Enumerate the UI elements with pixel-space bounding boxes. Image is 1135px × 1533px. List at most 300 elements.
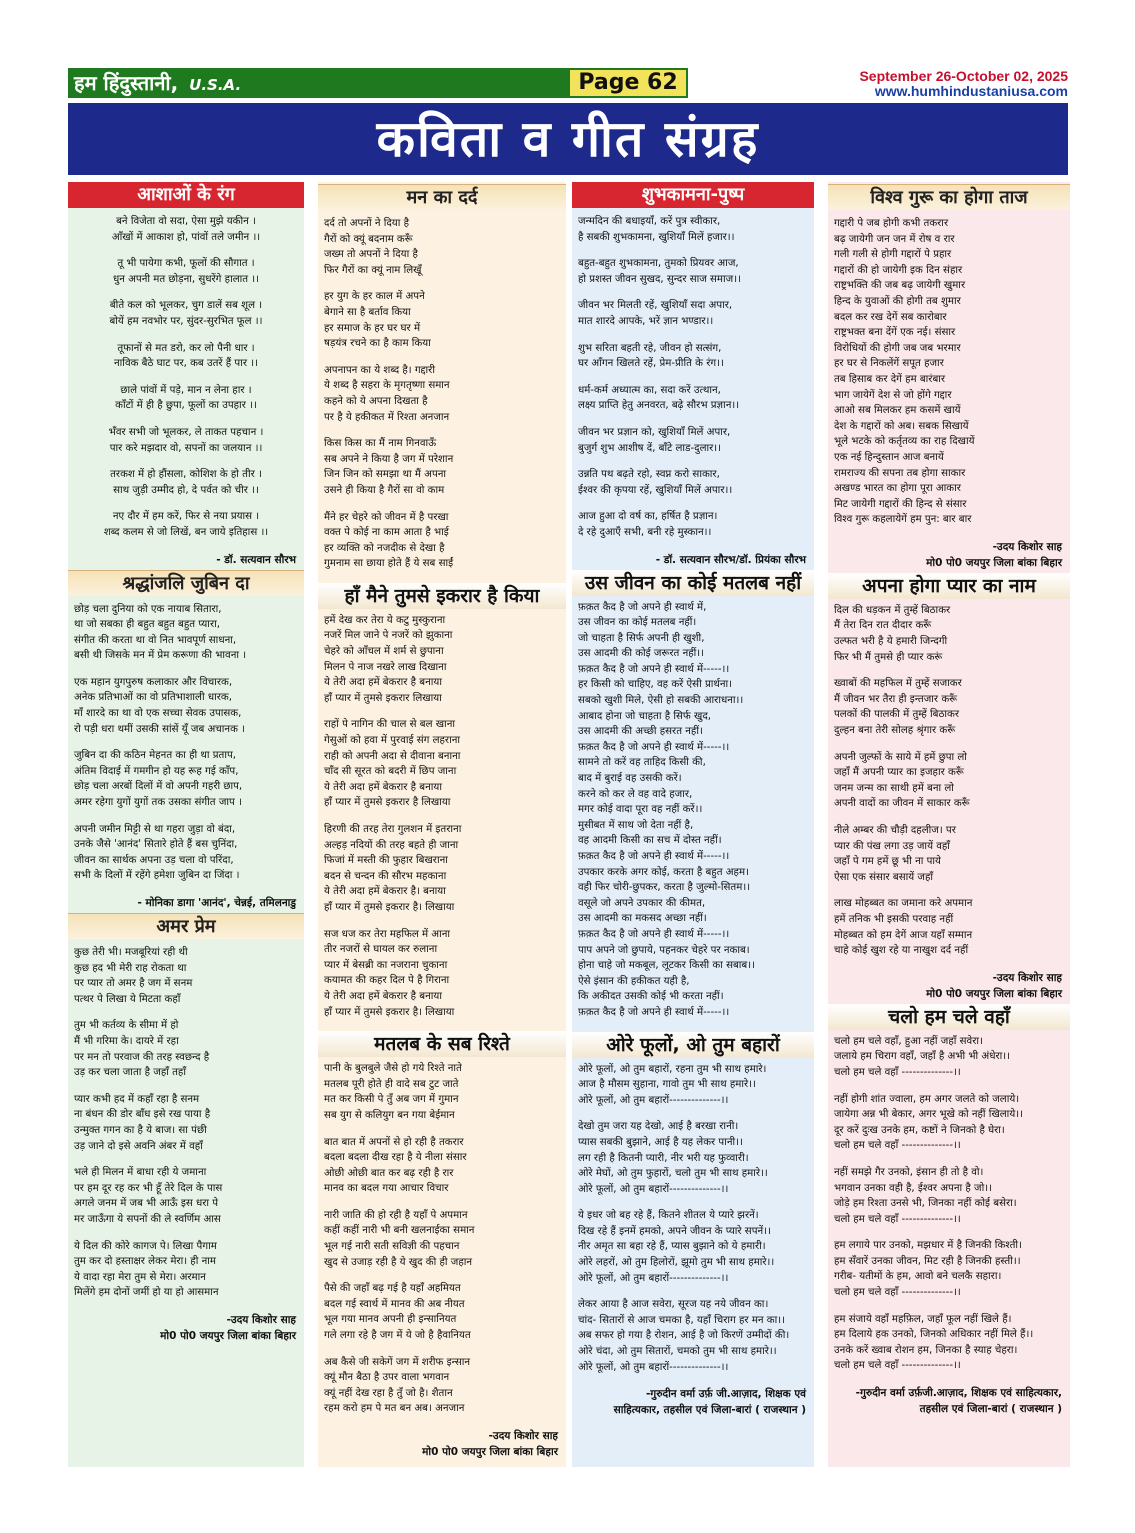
poem-line: मत कर किसी पे तुँ अब जग में गुमान <box>324 1094 459 1106</box>
poem-stanza <box>74 298 298 329</box>
poem-line: दिख रहे हैं इनमें हमको, अपने जीवन के प्यारे सपनें।। <box>578 1225 771 1237</box>
poem-line: माँ शारदे का था वो एक सच्चा सेवक उपासक, <box>74 708 242 720</box>
poem-line: छोड़ चला दुनिया को एक नायाब सितारा, <box>74 603 222 615</box>
poem-line: उन्नति पथ बढ़ते रहो, स्वप्न करो साकार, <box>578 469 720 481</box>
poem-line: हो प्रशस्त जीवन सुखद, सुन्दर साज समाज।। <box>578 273 741 285</box>
poem-stanza <box>74 509 298 540</box>
poem-line: फिर गैरों का क्यूं नाम लिखूँ <box>324 264 422 276</box>
poem-stanza <box>74 383 298 414</box>
poem-line: जन्मदिन की बधाइयाँ, करें पुत्र स्वीकार, <box>578 216 721 227</box>
poem-line: बदला बदला दीख रहा है ये नीला संसार <box>324 1152 467 1164</box>
poem-line: उस जीवन का कोई मतलब नहीं। <box>578 617 697 629</box>
poem-line: होना चाहे जो मकबूल, लूटकर किसी का सबाब।। <box>578 960 755 972</box>
poem-line: चलो हम चले वहाँ --------------।। <box>834 1140 961 1152</box>
page-number: Page 62 <box>568 68 688 98</box>
column-1 <box>68 182 304 1467</box>
poem-line: बाद में बुराई वह उसकी करें। <box>578 773 682 785</box>
poem-line: भाग जायेगें देश से जो होंगे गद्दार <box>834 389 952 401</box>
poem-stanza <box>324 1135 560 1197</box>
poem-line: तीर नजरों से घायल कर रुलाना <box>324 944 438 956</box>
poem-line: मर जाऊँगा ये सपनों की ले स्वर्णिम आस <box>74 1213 221 1225</box>
poem-line: ये तेरी अदा हमें बेकरार है बनाया <box>324 677 442 689</box>
poem-body <box>68 945 304 1301</box>
poem-stanza <box>324 363 560 425</box>
poem-line: सब युग से कलियुग बन गया बेईमान <box>324 1109 455 1121</box>
poem-line: हिरणी की तरह तेरा गुलशन में इतराना <box>324 824 462 835</box>
poem-line: आँखों में आकाश हो, पांवों तले जमीन ।। <box>111 231 261 243</box>
poem-stanza <box>324 927 560 1021</box>
poem-line: उस आदमी का मकसद अच्छा नहीं। <box>578 913 707 925</box>
poem-title: विश्व गुरू का होगा ताज <box>828 184 1070 210</box>
poem-line: कयामत की कहर दिल पे है गिराना <box>324 975 450 987</box>
poem-line: फ़क़त कैद है जो अपने ही स्वार्थ में-----।। <box>578 741 730 753</box>
poem-line: सबको खुशी मिले, ऐसी हो सबकी आराधना।। <box>578 695 744 707</box>
poem-line: हम सँवारें उनका जीवन, मिट रही है जिनकी हस्ती।। <box>834 1255 1021 1267</box>
poem-line: नहीं समझे गैर उनको, इंसान ही तो है वो। <box>834 1166 984 1178</box>
poem-line: पैसे की जहाँ बढ़ गई है यहाँ अहमियत <box>324 1283 461 1295</box>
poem-line: धुन अपनी मत छोड़ना, सुधरेंगे हालात ।। <box>112 273 260 285</box>
poem-line: ओरे फूलों, ओ तुम बहारों--------------।। <box>578 1361 729 1373</box>
poem-line: पार करे मझदार वो, सपनों का जलयान ।। <box>109 442 263 454</box>
poem-line: भूल गई नारी सती सविज्ञी की पहचान <box>324 1241 460 1253</box>
poem-stanza <box>74 256 298 287</box>
poem-stanza <box>834 1238 1064 1300</box>
poem-line: हमें तनिक भी इसकी परवाह नहीं <box>834 913 954 925</box>
poem-line: पानी के बुलबुले जैसे हो गये रिश्ते नाते <box>324 1063 462 1075</box>
poem-stanza <box>324 1355 560 1417</box>
poem-line: उड़ कर चला जाता है जहाँ तहाँ <box>74 1067 186 1079</box>
poem-line: सभी के दिलों में रहेंगे हमेशा जुबिन दा जिंदा । <box>74 870 240 882</box>
poem-line: ओरे लहरों, ओ तुम हिलोरों, झूमो तुम भी साथ हमारे।। <box>578 1257 775 1269</box>
poem-line: अंतिम विदाई में गमगीन हो यह रूह गई काँप, <box>74 765 239 777</box>
poem-stanza <box>578 600 808 1021</box>
poem-line: वह आदमी किसी का सच में दोस्त नहीं। <box>578 835 722 847</box>
poem-stanza <box>834 1092 1064 1154</box>
poem-stanza <box>324 1281 560 1343</box>
poem-line: जुबिन दा की कठिन मेहनत का ही था प्रताप, <box>74 750 237 762</box>
poem-line: मात शारदे आपके, भरें ज्ञान भण्डार।। <box>578 315 714 327</box>
poem-line: मैं जीवन भर तैरा ही इन्तजार करूँ <box>834 693 958 705</box>
poem-line: सज धज कर तेरा महफिल में आना <box>324 928 451 940</box>
poem-line: नीर अमृत सा बहा रहे हैं, प्यास बुझाने को ये हमारी। <box>578 1241 766 1253</box>
poem-line: अपनी जमीन मिट्टी से था गहरा जुड़ा वो बंदा, <box>74 823 236 835</box>
poem-line: तरकश में हो हौंसला, कोशिश के हो तीर । <box>110 469 262 481</box>
poem-line: अब सफर हो गया है रोशन, आई है जो किरणें उम्मीदों की। <box>578 1330 790 1342</box>
poem-line: नजरें मिल जाने पे नजरें को झुकाना <box>324 630 453 642</box>
poem-title: आशाओं के रंग <box>68 182 304 208</box>
poem-line: जीवन भर मिलती रहें, खुशियाँ सदा अपार, <box>578 300 733 312</box>
poem-line: था जो सबका ही बहुत बहुत बहुत प्यारा, <box>74 619 220 631</box>
poem-line: हम संजाये वहाँ महफ़िल, जहाँ फूल नहीं खिले हैं। <box>834 1313 1012 1325</box>
poem-line: किस किस का मैं नाम गिनवाऊँ <box>324 438 437 450</box>
poem-author: -उदय किशोर साह <box>226 1313 296 1326</box>
poem-line: ये दिल की कोरे कागज पे। लिखा पैगाम <box>74 1240 217 1252</box>
poem-author-address: तहसील एवं जिला-बारां ( राजस्थान ) <box>919 1403 1062 1416</box>
poem-line: गले लगा रहे है जग में ये जो है हैवानियत <box>324 1330 471 1342</box>
poem-line: प्यार की पंख लगा उड़ जायें वहाँ <box>834 840 950 852</box>
poem-line: खुद से उजाड़ रही है ये खुद की ही जहान <box>324 1256 473 1268</box>
poem-line: नीले अम्बर की चौड़ी दहलीज। पर <box>834 825 956 836</box>
poem-line: भगवान उनका वही है, ईश्वर अपना है जो।। <box>834 1182 992 1194</box>
poem-line: भूल गया मानव अपनी ही इन्सानियत <box>324 1314 457 1326</box>
poem-line: बदन से चन्दन की सौरभ महकाना <box>324 870 447 882</box>
poem-line: आज है मौसम सुहाना, गावो तुम भी साथ हमारे।। <box>578 1079 756 1091</box>
poem-author: - डॉ. सत्यवान सौरभ <box>216 553 296 566</box>
poem-line: फ़क़त कैद है जो अपने ही स्वार्थ में, <box>578 601 707 613</box>
poem-line: मोहब्बत को हम देगें आज यहाँ सम्मान <box>834 929 973 941</box>
poem-stanza <box>74 945 298 1007</box>
poem-line: चलो हम चले वहाँ --------------।। <box>834 1066 961 1078</box>
poem-line: जलाये हम चिराग वहाँ, जहाँ है अभी भी अंधेरा।। <box>834 1051 1010 1063</box>
poem-line: गरीब- यतीमों के हम, आवो बने चलकै सहारा। <box>834 1271 1002 1283</box>
poem-line: लक्ष्य प्राप्ति हेतु अनवरत, बढ़े सौरभ प्रज्ञान।। <box>578 400 740 412</box>
poem-line: तब हिसाब कर देगें हम बारंबार <box>834 373 946 385</box>
poem-line: मैं भी गरिमा के। दायरे में रहा <box>74 1035 179 1047</box>
poem-stanza <box>324 613 560 707</box>
poem-line: ओरे फूलों, ओ तुम बहारों, रहना तुम भी साथ हमारे। <box>578 1063 767 1075</box>
poem-line: कुछ तेरी भी। मजबूरियां रही थी <box>74 947 188 958</box>
poem-line: रहम करो हम पे मत बन अब। अनजान <box>324 1403 465 1415</box>
poem-line: ओछी ओछी बात कर बढ़ रही है रार <box>324 1167 454 1179</box>
issue-date: September 26-October 02, 2025 <box>859 68 1068 84</box>
poem-line: बीते कल को भूलकर, चुग डालें सब शूल । <box>109 300 263 312</box>
poem-line: काँटों में ही है छुपा, फूलों का उपहार ।। <box>115 400 257 412</box>
poem-line: ना बंधन की डोर बाँध इसे रख पाया है <box>74 1109 211 1121</box>
poem-title: श्रद्धांजलि जुबिन दा <box>68 570 304 596</box>
poem-line: अपनी जुल्फों के साये में हमें छुपा लो <box>834 751 967 763</box>
poem-body <box>68 602 304 885</box>
poem-line: चेहरे को आँचल में शर्म से छुपाना <box>324 646 444 658</box>
poem-line: हर समाज के हर घर घर में <box>324 322 421 334</box>
poem-line: भूले भटके को कर्तृतव्य का राह दिखायें <box>834 436 975 448</box>
poem-line: ओरे फूलों, ओ तुम बहारों--------------।। <box>578 1094 729 1106</box>
poem-line: देश के गद्दारों को अब। सबक सिखायें <box>834 420 969 432</box>
poem-stanza <box>324 436 560 498</box>
poem-line: उल्फत भरी है ये हमारी जिन्दगी <box>834 636 948 648</box>
poem-line: चाहे कोई खुश रहे या नाखुश दर्द नहीं <box>834 945 969 957</box>
poem-author: -गुरुदीन वर्मा उर्फ़जी.आज़ाद, शिक्षक एवं साहित्यकार, <box>855 1387 1062 1400</box>
poem-stanza <box>834 750 1064 812</box>
poem-line: प्यार में बेसब्री का नजराना चुकाना <box>324 959 448 971</box>
poem-stanza <box>74 822 298 884</box>
poem-title: अपना होगा प्यार का नाम <box>828 573 1070 599</box>
poem-line: भले ही मिलन में बाधा रही ये जमाना <box>74 1167 207 1179</box>
poem-line: वसूले जो अपने उपकार की कीमत, <box>578 897 706 909</box>
poem-body <box>318 216 566 572</box>
poem-line: हर किसी को चाहिए, वह करें ऐसी प्रार्थना। <box>578 679 733 691</box>
poem-title: मन का दर्द <box>318 184 566 210</box>
poem-stanza <box>74 214 298 245</box>
poem-title: शुभकामना-पुष्प <box>572 182 814 208</box>
poem-line: अगले जनम में जब भी आऊँ इस धरा पे <box>74 1198 219 1210</box>
poem-line: वही फिर चोरी-छुपकर, करता है जुल्मो-सितम।। <box>578 882 751 894</box>
poem-line: बसी थी जिसके मन में प्रेम करूणा की भावना । <box>74 650 247 662</box>
poem-line: दूर करें दुःख उनके हम, कष्टों ने जिनको है घेरा। <box>834 1124 1005 1136</box>
website-link[interactable]: www.humhindustaniusa.com <box>874 83 1068 99</box>
poem-body <box>68 214 304 541</box>
poem-stanza <box>578 509 808 540</box>
poem-body <box>828 216 1070 528</box>
poem-stanza <box>74 341 298 372</box>
poem-stanza <box>74 748 298 810</box>
poem-stanza <box>578 1119 808 1197</box>
poem-stanza <box>74 425 298 456</box>
poem-line: मुसीबत में साथ जो देता नहीं है, <box>578 819 694 831</box>
poem-stanza <box>74 467 298 498</box>
poem-line: हिन्द के युवाओं की होगी तब शुमार <box>834 295 961 307</box>
poem-stanza <box>834 1312 1064 1374</box>
poem-line: नाविक बैठे घाट पर, कब उतरें हैं पार ।। <box>114 358 258 370</box>
poem-line: वक्त पे कोई ना काम आता है भाई <box>324 527 449 539</box>
poem-line: पर है ये हकीकत में रिश्ता अनजान <box>324 411 450 423</box>
poem-line: कहीं कहीं नारी भी बनी खलनाईका समान <box>324 1225 475 1237</box>
poem-stanza <box>834 1034 1064 1081</box>
poem-author: -उदय किशोर साह <box>488 1430 558 1442</box>
poem-line: नारी जाति की हो रही है यहाँ पे अपमान <box>324 1209 468 1221</box>
poem-line: फ़क़त कैद है जो अपने ही स्वार्थ में-----।। <box>578 851 730 862</box>
poem-line: पाप अपने जो छुपाये, पहनकर चेहरे पर नकाब। <box>578 944 750 956</box>
poem-body <box>572 600 814 1021</box>
masthead <box>68 68 568 98</box>
poem-line: जिन जिन को समझा था मैं अपना <box>324 469 447 481</box>
poem-author-address: साहित्यकार, तहसील एवं जिला-बारां ( राजस्थान ) <box>613 1404 806 1417</box>
poem-line: जो चाहता है सिर्फ अपनी ही खुशी, <box>578 632 705 644</box>
poem-line: सब अपने ने किया है जग में परेशान <box>324 453 454 465</box>
poem-line: सामने तो करें वह ताहिद किसी की, <box>578 757 706 769</box>
poem-line: क्यूं नहीं देख रहा है तुँ जो है। शैतान <box>324 1387 453 1399</box>
poem-line: हम लगाये पार उनको, मझधार में है जिनकी किश्ती। <box>834 1240 1022 1252</box>
poem-line: चलो हम चले वहाँ, हुआ नहीं जहाँ सवेरा। <box>834 1035 983 1047</box>
poem-stanza <box>74 602 298 664</box>
poem-line: ख्वाबों की महफिल में तुम्हें सजाकर <box>834 678 962 690</box>
poem-line: मिलन पे नाज नखरे लाख दिखाना <box>324 661 447 673</box>
poem-line: हाँ प्यार में तुमसे इकरार है। लिखाया <box>324 1006 455 1018</box>
poem-line: चांद- सितारों से आज चमका है, यहाँ चिराग हर मन का।। <box>578 1314 785 1326</box>
poem-line: फिजां में मस्ती की फुहार बिखराना <box>324 855 448 867</box>
poem-line: ये तेरी अदा हमें बेकरार है बनाया <box>324 990 442 1002</box>
poem-stanza <box>834 676 1064 738</box>
poem-line: ये तेरी अदा हमें बेकरार है। बनाया <box>324 886 446 898</box>
poem-line: ईश्वर की कृपया रहें, खुशियाँ मिलें अपार।। <box>578 484 733 496</box>
poem-line: फ़क़त कैद है जो अपने ही स्वार्थ में-----।। <box>578 663 730 675</box>
poem-author: - डॉ. सत्यवान सौरभ/डॉ. प्रियंका सौरभ <box>655 553 806 566</box>
poem-line: ऐसा एक संसार बसायें जहाँ <box>834 871 934 883</box>
poem-line: दुल्हन बना तेरी सोलह श्रृंगार करूँ <box>834 725 956 737</box>
poem-line: आज हुआ दो वर्ष का, हर्षित है प्रज्ञान। <box>578 511 718 523</box>
poem-line: ऐसे इंसान की हकीकत यही है, <box>578 975 690 987</box>
poem-line: दे रहे दुआएँ सभी, बनी रहे मुस्कान।। <box>578 526 712 538</box>
poem-body <box>318 1061 566 1417</box>
poem-stanza <box>74 1092 298 1154</box>
poem-line: कुछ हद भी मेरी राह रोकता था <box>74 962 187 974</box>
poem-body <box>572 214 814 541</box>
poem-line: उनके करें ख्वाब रोशन हम, जिनका है स्याह चेहरा। <box>834 1344 1018 1356</box>
poem-line: ओरे मेघों, ओ तुम फुहारों, चलो तुम भी साथ हमारे।। <box>578 1168 768 1180</box>
poem-line: एक नई हिन्दुस्तान आज बनायें <box>834 451 944 463</box>
poem-line: छाले पांवों में पड़े, मान न लेना हार । <box>120 384 252 396</box>
poem-author: -गुरुदीन वर्मा उर्फ़ जी.आज़ाद, शिक्षक एवं <box>645 1388 806 1401</box>
poem-line: है सबकी शुभकामना, खुशियाँ मिलें हजार।। <box>578 231 735 243</box>
poem-line: अनेक प्रतिभाओं का वो प्रतिभाशाली धारक, <box>74 692 232 704</box>
poem-line: बढ़ जायेगी जन जन में रोष व रार <box>834 233 955 245</box>
poem-line: आबाद होना जो चाहता है सिर्फ खुद, <box>578 710 711 722</box>
poem-line: करने को कर ले वह वादे हजार, <box>578 788 693 800</box>
poem-line: जहाँ मैं अपनी प्यार का इजहार करूँ <box>834 767 964 779</box>
poem-line: फिर भी मैं तुमसे ही प्यार करूं <box>834 651 943 663</box>
poem-line: अल्हड़ नदियों की तरह बहते ही जाना <box>324 839 459 851</box>
poem-line: आओ सब मिलकर हम कसमें खायें <box>834 405 961 417</box>
poem-line: गद्दारी पे जब होगी कभी तकरार <box>834 218 949 229</box>
poem-line: हर युग के हर काल में अपने <box>324 291 425 303</box>
poem-line: हर घर से निकलेंगें सपूत हजार <box>834 358 944 370</box>
poem-line: बुजुर्ग शुभ आशीष दें, बाँटे लाड-दुलार।। <box>578 442 722 454</box>
poem-line: ये वादा रहा मेरा तुम से मेरा। अरमान <box>74 1271 206 1283</box>
poem-line: जायेगा अन्न भी बेकार, अगर भूखे को नहीं खिलाये।। <box>834 1109 1023 1121</box>
poem-stanza <box>578 256 808 287</box>
poem-line: गुमनाम सा छाया होते हैं ये सब साईं <box>324 558 454 570</box>
poem-author-address: मो0 पो0 जयपुर जिला बांका बिहार <box>926 987 1062 1000</box>
poem-line: संगीत की करता था वो नित भावपूर्ण साधना, <box>74 634 237 646</box>
poem-title: हाँ मैने तुमसे इकरार है किया <box>318 583 566 609</box>
poem-line: जख्म तो अपनों ने दिया है <box>324 249 418 261</box>
poem-line: जहाँ पे गम हमें छू भी ना पाये <box>834 856 941 868</box>
top-bar <box>68 68 1068 98</box>
poem-line: अपनी वादों का जीवन में साकार करूँ <box>834 798 970 810</box>
poem-line: गैरों को क्यूं बदनाम करूँ <box>324 233 413 245</box>
poem-title: ओरे फूलों, ओ तुम बहारों <box>572 1032 814 1058</box>
poem-title: मतलब के सब रिश्ते <box>318 1031 566 1057</box>
poem-author-address: मो0 पो0 जयपुर जिला बांका बिहार <box>926 556 1062 569</box>
poem-line: चलो हम चले वहाँ --------------।। <box>834 1287 961 1299</box>
poem-line: मैं तेरा दिन रात दीदार करूँ <box>834 620 932 632</box>
poem-line: पर प्यार तो अमर है जग में सनम <box>74 978 193 990</box>
masthead-usa: U.S.A. <box>189 76 242 94</box>
poem-line: जीवन का सार्थक अपना उड़ चला वो परिंदा, <box>74 854 234 866</box>
poem-line: हम दिलाये हक उनको, जिनको अधिकार नहीं मिले हैं।। <box>834 1329 1034 1341</box>
poem-line: मतलब पूरी होते ही वादे सब टुट जाते <box>324 1078 459 1090</box>
poem-line: ये तेरी अदा हमें बेकरार है बनाया <box>324 781 442 793</box>
poem-author: -उदय किशोर साह <box>992 971 1062 984</box>
poem-stanza <box>578 298 808 329</box>
poem-line: रो पड़ी धरा थमीं उसकी सांसें यूँ जब अचानक । <box>74 723 245 735</box>
poem-line: धर्म-कर्म अध्यात्म का, सदा करें उत्थान, <box>578 384 721 396</box>
poem-stanza <box>324 289 560 351</box>
poem-stanza <box>324 216 560 278</box>
poem-title: अमर प्रेम <box>68 913 304 939</box>
poem-line: राही को अपनी अदा से दीवाना बनाना <box>324 750 461 762</box>
poem-line: राष्ट्रभक्ति की जब बढ़ जायेगी खुमार <box>834 280 966 292</box>
poem-stanza <box>74 1239 298 1301</box>
poem-line: क्यूं मौन बैठा है उपर वाला भगवान <box>324 1372 450 1384</box>
poem-line: हाँ प्यार में तुमसे इकरार लिखाया <box>324 692 442 704</box>
column-3 <box>572 182 814 1467</box>
poem-stanza <box>74 1018 298 1080</box>
poem-line: ओरे फूलों, ओ तुम बहारों--------------।। <box>578 1183 729 1195</box>
poem-line: उसने ही किया है गैरों सा वो काम <box>324 484 445 496</box>
poem-line: जोड़े हम रिश्ता उनसे भी, जिनका नहीं कोई बसेरा। <box>834 1198 1017 1210</box>
poem-stanza <box>578 214 808 245</box>
poem-line: नहीं होगी शांत ज्वाला, हम अगर जलते को जलाये। <box>834 1093 1020 1105</box>
masthead-title: हम हिंदुस्तानी, <box>74 71 179 95</box>
poem-line: प्यार कभी हद में कहाँ रहा है सनम <box>74 1093 200 1105</box>
poem-line: गली गली से होगी गद्दारों पे प्रहार <box>834 249 952 261</box>
poem-line: अखण्ड भारत का होगा पूरा आकार <box>834 483 961 495</box>
poem-stanza <box>834 603 1064 665</box>
poem-line: चाँद सी सूरत को बदरी में छिप जाना <box>324 766 457 778</box>
poem-line: कहने को ये अपना दिखता है <box>324 395 428 407</box>
poem-line: ओरे फूलों, ओ तुम बहारों--------------।। <box>578 1272 729 1284</box>
poem-line: हाँ प्यार में तुमसे इकरार है लिखाया <box>324 797 451 809</box>
poem-line: षड़यंत्र रचने का है काम किया <box>324 338 431 350</box>
poem-line: फ़क़त कैद है जो अपने ही स्वार्थ में-----।। <box>578 1006 730 1018</box>
poem-line: हर व्यक्ति को नजदीक से देखा है <box>324 542 445 554</box>
poem-line: बात बात में अपनों से हो रही है तकरार <box>324 1136 464 1148</box>
column-4 <box>828 182 1070 1467</box>
poem-line: अब कैसे जी सकेगें जग में शरीफ इन्सान <box>324 1356 471 1368</box>
poem-line: अमर रहेगा युगों युगों तक उसका संगीत जाप । <box>74 797 242 809</box>
poem-line: हमें देख कर तेरा ये कटु मुस्कुराना <box>324 614 446 626</box>
poem-line: दर्द तो अपनों ने दिया है <box>324 218 409 229</box>
poem-line: नए दौर में हम करें, फिर से नया प्रयास । <box>112 511 260 523</box>
poem-line: साथ जुड़ी उम्मीद हो, दे पर्वत को चीर ।। <box>113 484 259 496</box>
poem-line: कि अकीदत उसकी कोई भी करता नहीं। <box>578 991 724 1003</box>
poem-line: मिट जायेगी गद्दारों की हिन्द से संसार <box>834 498 967 510</box>
poem-line: पत्थर पे लिखा ये मिटता कहाँ <box>74 993 181 1005</box>
poem-stanza <box>324 822 560 916</box>
poem-stanza <box>578 1297 808 1375</box>
poem-stanza <box>834 896 1064 958</box>
poem-stanza <box>834 1165 1064 1227</box>
poem-line: ये शब्द है सहरा के मृगतृष्णा समान <box>324 380 450 392</box>
poem-line: बोयें हम नवभोर पर, सुंदर-सुरभित फूल ।। <box>109 315 263 327</box>
poem-line: भँवर सभी जो भूलकर, ले ताकत पहचान । <box>108 426 264 438</box>
poem-line: बदल कर रख देगें सब कारोबार <box>834 311 947 323</box>
poem-stanza <box>324 1208 560 1270</box>
poem-author: - मोनिका डागा 'आनंद', चेन्नई, तमिलनाडु <box>137 897 296 909</box>
poem-line: मानव का बदल गया आचार विचार <box>324 1183 449 1195</box>
poem-stanza <box>578 1062 808 1109</box>
poem-author: -उदय किशोर साह <box>992 540 1062 553</box>
poem-line: रामराज्य की सपना तब होगा साकार <box>834 467 966 479</box>
poem-line: चलो हम चले वहाँ --------------।। <box>834 1360 961 1372</box>
poem-stanza <box>324 1061 560 1123</box>
poem-line: मगर कोई वादा पूरा वह नहीं करें।। <box>578 804 703 816</box>
poem-line: राष्ट्रभक्त बना देंगें एक नई। संसार <box>834 327 956 339</box>
poem-line: घर आँगन खिलते रहें, प्रेम-प्रीति के रंग।। <box>578 358 724 370</box>
poem-line: बहुत-बहुत शुभकामना, तुमको प्रियवर आज, <box>578 258 739 270</box>
poem-line: तुम कर दो हस्ताक्षर लेकर मेरा। ही नाम <box>74 1256 216 1268</box>
poem-line: पलकों की पालकी में तुम्हें बिठाकर <box>834 709 959 721</box>
poem-stanza <box>834 216 1064 528</box>
poem-line: लाख मोहब्बत का जमाना करे अपमान <box>834 898 973 910</box>
poem-body <box>828 603 1070 959</box>
poem-stanza <box>578 383 808 414</box>
poem-line: बने विजेता वो सदा, ऐसा मुझे यकीन । <box>116 216 256 227</box>
poem-line: जनम जन्म का साथी हमें बना लो <box>834 782 954 794</box>
poem-line: उस आदमी की कोई जरूरत नहीं।। <box>578 648 705 660</box>
poem-title: उस जीवन का कोई मतलब नहीं <box>572 570 814 596</box>
poem-body <box>828 1034 1070 1374</box>
poem-line: छोड़ चला अरबों दिलों में वो अपनी गहरी छाप, <box>74 781 243 793</box>
column-2 <box>318 182 566 1467</box>
poem-author-address: मो0 पो0 जयपुर जिला बांका बिहार <box>422 1446 558 1458</box>
poem-line: तूफानों से मत डरो, कर लो पैनी धार । <box>117 342 255 354</box>
poem-line: प्यास सबकी बुझाने, आई है यह लेकर पानी।। <box>578 1136 743 1148</box>
poem-body <box>318 613 566 1020</box>
poem-stanza <box>74 675 298 737</box>
poem-stanza <box>578 425 808 456</box>
poem-line: विश्व गुरू कहलायेगें हम पुन: बार बार <box>834 514 972 526</box>
